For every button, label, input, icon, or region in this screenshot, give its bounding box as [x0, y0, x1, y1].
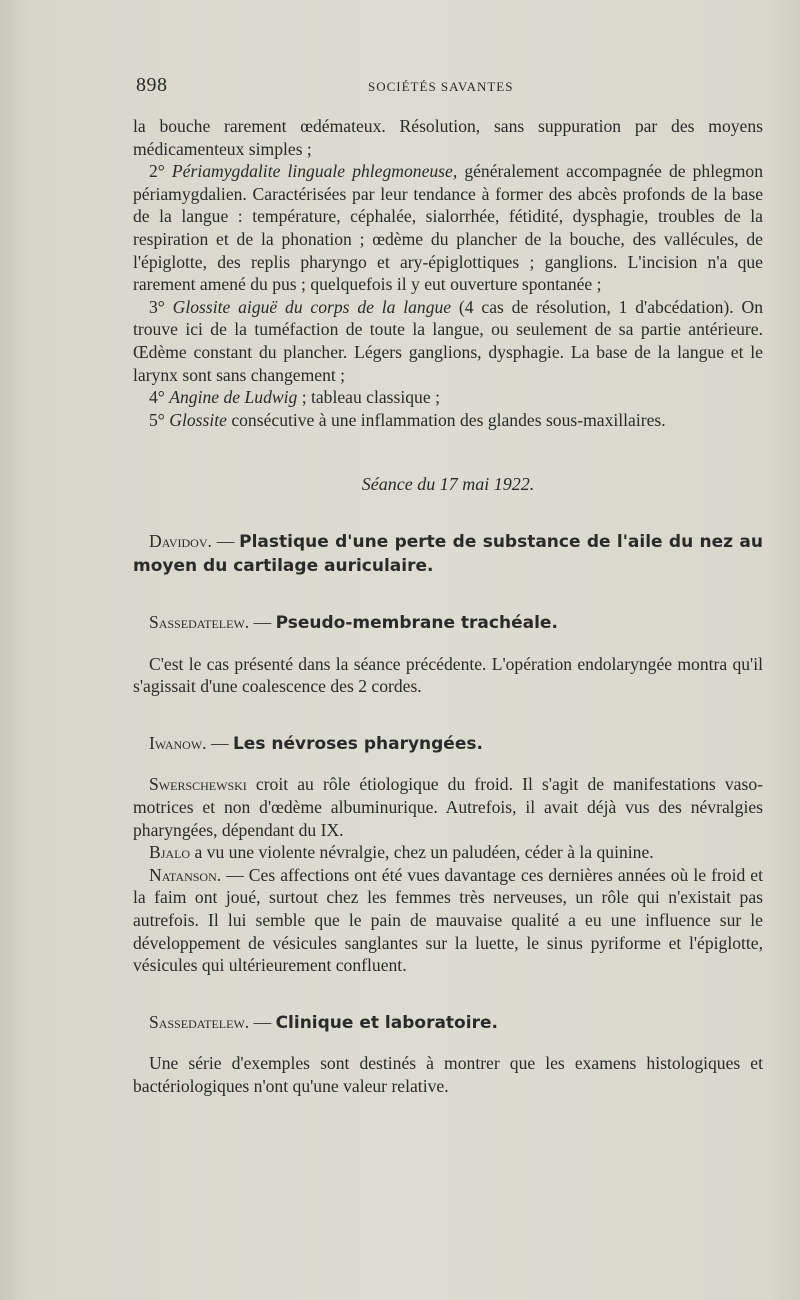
- item-title: Glossite: [169, 409, 227, 430]
- list-item-3: [133, 296, 763, 386]
- paragraph-text: — Ces affections ont été vues davantage ces dernières années où le froid et la faim ont joué, surtout chez les femmes très nerveuses, un rôle qui n'existait pas autrefois. Il lui semble que le pain de mauvaise qualité a eu une influence sur le développement de vésicules sanglantes sur la luette, le sinus pyriforme et l'épiglotte, vésicules qui ultérieurement confluent.: [133, 864, 763, 976]
- dash: —: [211, 530, 240, 551]
- item-text: consécutive à une inflammation des glandes sous-maxillaires.: [226, 409, 666, 430]
- page-header: [136, 74, 666, 98]
- paragraph-text: a vu une violente névralgie, chez un paludéen, céder à la quinine.: [190, 842, 654, 863]
- item-number: 2°: [149, 161, 165, 182]
- paragraph-text: croit au rôle étiologique du froid. Il s'agit de manifestations vaso-motrices et non d'œdème albuminurique. Autrefois, il avait déjà vus des névralgies pharyngées, dépendant du IX.: [133, 774, 763, 840]
- discussion-bjalo: [133, 841, 763, 864]
- dash: —: [249, 1011, 276, 1032]
- discussion-swerschewski: [133, 773, 763, 841]
- communication-sassedatelew-2: [133, 1011, 763, 1035]
- paragraph-text: C'est le cas présenté dans la séance précédente. L'opération endolaryngée montra qu'il s'agissait d'une coalescence des 2 cordes.: [133, 653, 763, 697]
- author-name: Sassedatelew.: [149, 1011, 250, 1032]
- communication-iwanow: [133, 732, 763, 756]
- item-title: Glossite aiguë du corps de la langue: [172, 296, 452, 317]
- communication-title: Les névroses pharyngées.: [232, 733, 483, 754]
- communication-title: Clinique et laboratoire.: [275, 1012, 498, 1033]
- item-title: Périamygdalite linguale phlegmoneuse: [171, 161, 453, 182]
- page-number: 898: [136, 74, 168, 96]
- session-heading: Séance du 17 mai 1922.: [361, 474, 535, 495]
- item-number: 4°: [149, 387, 165, 408]
- author-name: Iwanow.: [149, 732, 207, 753]
- page-body: [133, 115, 763, 1098]
- paragraph-continuation: [133, 115, 763, 160]
- paragraph-text: Une série d'exemples sont destinés à montrer que les examens histologiques et bactériologiques n'ont qu'une valeur relative.: [133, 1053, 763, 1096]
- item-text: ; tableau classique ;: [297, 387, 440, 408]
- communication-title: Plastique d'une perte de substance de l'aile du nez au moyen du cartilage auriculaire.: [133, 531, 763, 576]
- communication-davidov: [133, 530, 763, 577]
- discussion-natanson: [133, 864, 763, 977]
- author-name: Sassedatelew.: [149, 612, 250, 633]
- running-title: SOCIÉTÉS SAVANTES: [368, 79, 514, 94]
- item-number: 3°: [149, 296, 165, 317]
- speaker-name: Natanson.: [149, 864, 222, 885]
- list-item-2: [133, 160, 763, 296]
- item-text: (4 cas de résolution, 1 d'abcédation). On trouve ici de la tuméfaction de toute la langue, ou seulement de sa partie antérieure. Œdème constant du plancher. Légers ganglions, dysphagie. La base de la langue et le larynx sont sans changement ;: [133, 296, 763, 385]
- dash: —: [249, 612, 276, 633]
- communication-title: Pseudo-membrane trachéale.: [275, 613, 558, 634]
- paragraph-text: la bouche rarement œdémateux. Résolution, sans suppuration par des moyens médicamenteux simples ;: [133, 116, 763, 159]
- speaker-name: Swerschewski: [149, 774, 247, 795]
- item-title: Angine de Ludwig: [169, 387, 298, 408]
- communication-sassedatelew-1: [133, 611, 763, 635]
- dash: —: [206, 732, 233, 753]
- list-item-5: [133, 409, 763, 432]
- list-item-4: [133, 386, 763, 409]
- speaker-name: Bjalo: [149, 842, 191, 863]
- author-name: Davidov.: [149, 530, 212, 551]
- item-number: 5°: [149, 409, 165, 430]
- item-text: , généralement accompagnée de phlegmon périamygdalien. Caractérisées par leur tendance à former des abcès profonds de la base de la langue : température, céphalée, sialorrhée, fétidité, dysphagie, troubles de la respiration et de la phonation ; œdème du plancher de la bouche, des vallécules, de l'épiglotte, des replis pharyngo et ary-épiglottiques ; ganglions. L'incision n'a que rarement amené du pus ; quelquefois il y eut ouverture spontanée ;: [133, 161, 763, 295]
